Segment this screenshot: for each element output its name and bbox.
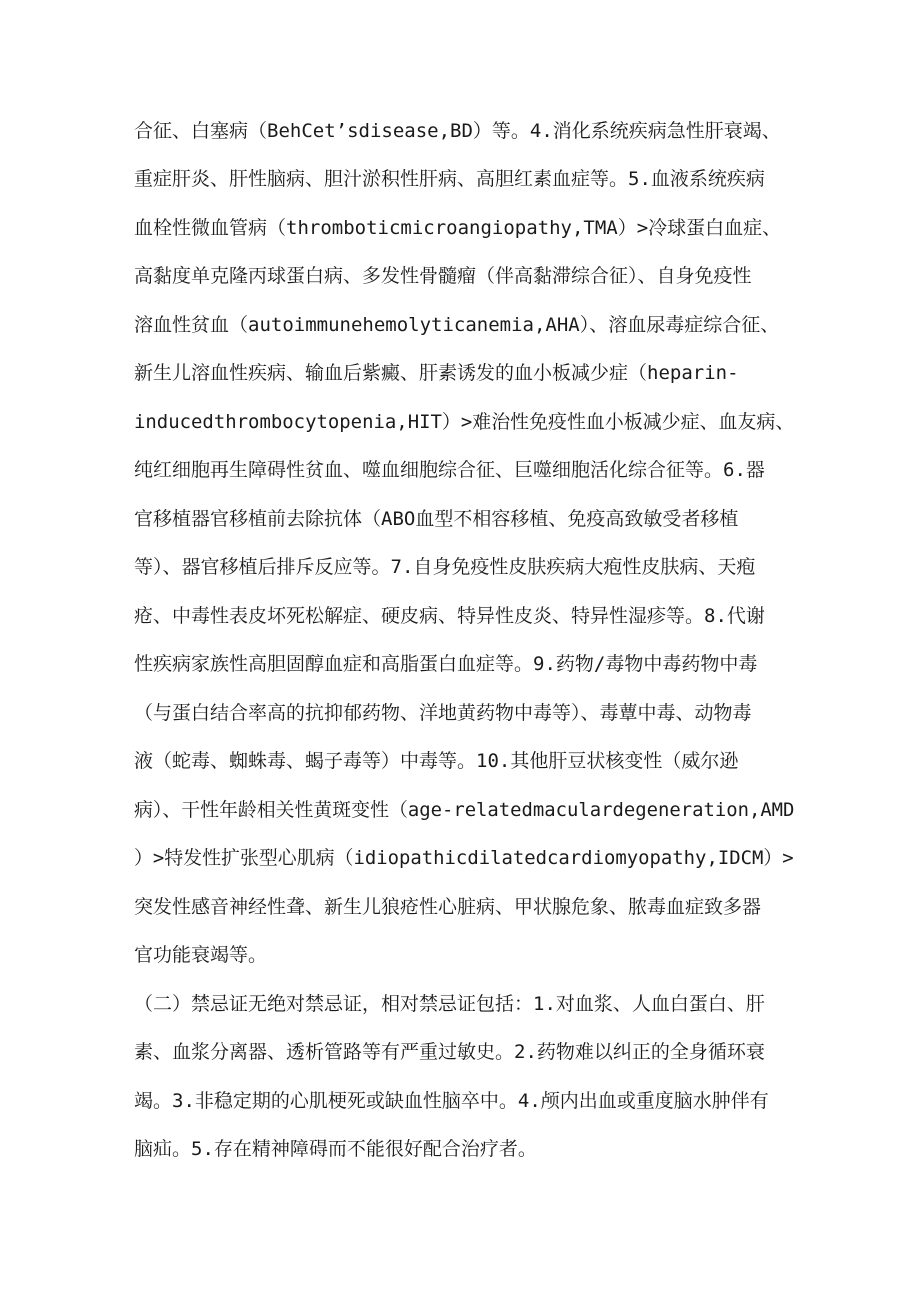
text-line: 脑疝。5.存在精神障碍而不能很好配合治疗者。: [134, 1138, 537, 1160]
text-line: 竭。3.非稳定期的心肌梗死或缺血性脑卒中。4.颅内出血或重度脑水肿伴有: [134, 1090, 769, 1112]
text-line: 重症肝炎、肝性脑病、胆汁淤积性肝病、高胆红素血症等。5.血液系统疾病: [134, 168, 765, 190]
text-line: inducedthrombocytopenia,HIT）>难治性免疫性血小板减少症、血友病、: [134, 411, 795, 433]
text-line: 纯红细胞再生障碍性贫血、噬血细胞综合征、巨噬细胞活化综合征等。6.器: [134, 459, 765, 481]
text-line: 疮、中毒性表皮坏死松解症、硬皮病、特异性皮炎、特异性湿疹等。8.代谢: [134, 605, 765, 627]
text-line: 液（蛇毒、蜘蛛毒、蝎子毒等）中毒等。10.其他肝豆状核变性（威尔逊: [134, 750, 739, 772]
text-line: 病）、干性年龄相关性黄斑变性（age-relatedmaculardegeneration,AMD: [134, 799, 795, 821]
text-line: 高黏度单克隆丙球蛋白病、多发性骨髓瘤（伴高黏滞综合征）、自身免疫性: [134, 265, 752, 287]
text-line: 突发性感音神经性聋、新生儿狼疮性心脏病、甲状腺危象、脓毒血症致多器: [134, 896, 762, 918]
text-line: 新生儿溶血性疾病、输血后紫癜、肝素诱发的血小板减少症（heparin-: [134, 362, 739, 384]
text-line: （与蛋白结合率高的抗抑郁药物、洋地黄药物中毒等）、毒蕈中毒、动物毒: [134, 702, 752, 724]
text-line: 等）、器官移植后排斥反应等。7.自身免疫性皮肤疾病大疱性皮肤病、天疱: [134, 556, 756, 578]
text-line: 性疾病家族性高胆固醇血症和高脂蛋白血症等。9.药物/毒物中毒药物中毒: [134, 653, 758, 675]
text-line: （二）禁忌证无绝对禁忌证，相对禁忌证包括：1.对血浆、人血白蛋白、肝: [134, 993, 765, 1015]
text-line: 溶血性贫血（autoimmunehemolyticanemia,AHA）、溶血尿毒症综合征、: [134, 314, 780, 336]
text-line: ）>特发性扩张型心肌病（idiopathicdilatedcardiomyopathy,IDCM）>: [134, 847, 794, 869]
text-line: 官移植器官移植前去除抗体（ABO血型不相容移植、免疫高致敏受者移植: [134, 508, 739, 530]
text-line: 官功能衰竭等。: [134, 944, 268, 966]
text-line: 素、血浆分离器、透析管路等有严重过敏史。2.药物难以纠正的全身循环衰: [134, 1041, 765, 1063]
text-line: 血栓性微血管病（thromboticmicroangiopathy,TMA）>冷球蛋白血症、: [134, 217, 782, 239]
text-line: 合征、白塞病（BehCet’sdisease,BD）等。4.消化系统疾病急性肝衰竭、: [134, 120, 781, 142]
